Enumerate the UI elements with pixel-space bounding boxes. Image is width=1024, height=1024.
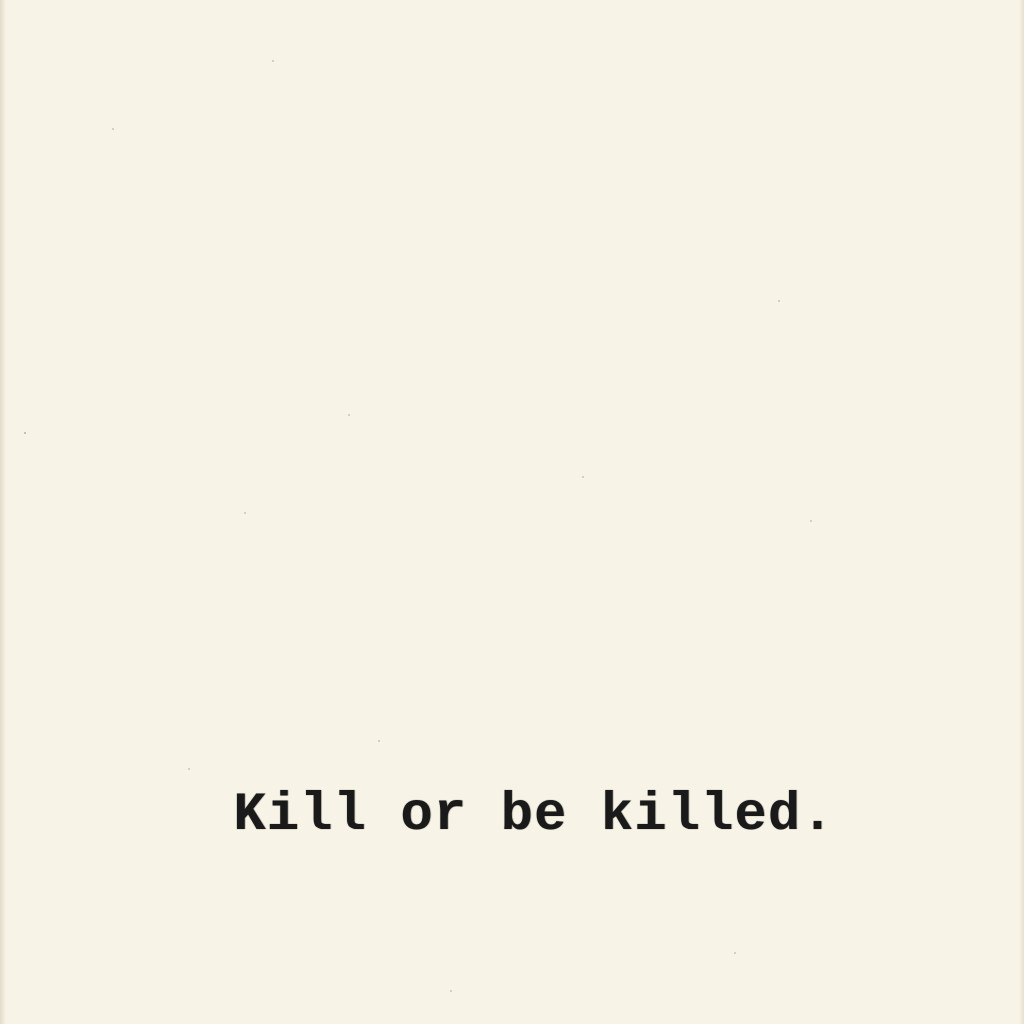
typed-quote: Kill or be killed.: [233, 785, 835, 846]
paper-speck: [244, 512, 246, 514]
paper-speck: [348, 414, 350, 416]
paper-speck: [188, 768, 190, 770]
paper-speck: [734, 952, 736, 954]
paper-speck: [24, 432, 26, 434]
paper-speck: [582, 476, 584, 478]
paper-edge-right: [1019, 0, 1024, 1024]
paper-speck: [112, 128, 114, 130]
paper-edge-left: [0, 0, 6, 1024]
paper-speck: [378, 740, 380, 742]
paper-speck: [778, 300, 780, 302]
paper-speck: [272, 60, 274, 62]
paper-speck: [810, 520, 812, 522]
paper-speck: [450, 990, 452, 992]
